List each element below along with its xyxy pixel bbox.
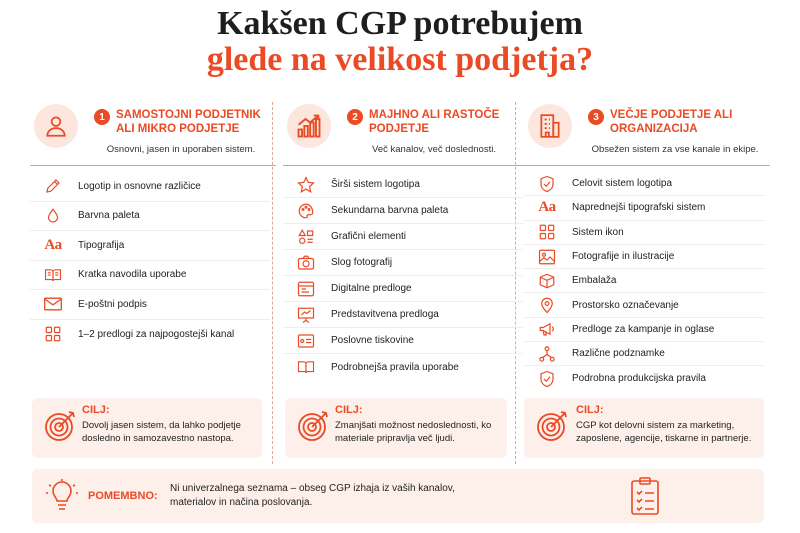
- goal-label: CILJ:: [82, 404, 110, 416]
- list-item: [30, 202, 270, 232]
- item-label: Fotografije in ilustracije: [572, 251, 675, 263]
- box-icon: [536, 270, 558, 292]
- list-item: [30, 231, 270, 261]
- column-subtitle: Obsežen sistem za vse kanale in ekipe.: [591, 144, 759, 155]
- list-item: [283, 250, 523, 276]
- list-item: [524, 269, 764, 293]
- note-label: POMEMBNO:: [88, 490, 158, 502]
- column-small-business: [283, 100, 523, 380]
- column-large-organization: [524, 100, 764, 391]
- column-header: [524, 100, 764, 166]
- goal-box: [32, 398, 262, 458]
- pencil-icon: [42, 175, 64, 197]
- growth-chart-icon: [287, 104, 331, 148]
- item-label: Slog fotografij: [331, 257, 393, 268]
- card-icon: [295, 330, 317, 352]
- item-label: Sistem ikon: [572, 226, 624, 238]
- megaphone-icon: [536, 318, 558, 340]
- target-icon: [295, 408, 331, 444]
- shield-check-icon: [536, 368, 558, 390]
- column-title: SAMOSTOJNI PODJETNIK ALI MIKRO PODJETJE: [116, 109, 261, 135]
- list-item: [524, 366, 764, 390]
- list-item: [283, 354, 523, 380]
- item-list: [524, 172, 764, 391]
- item-label: E-poštni podpis: [78, 298, 147, 310]
- lightbulb-icon: [44, 478, 80, 514]
- item-label: Tipografija: [78, 239, 125, 251]
- list-item: [283, 172, 523, 198]
- item-list: [283, 172, 523, 380]
- item-list: [30, 172, 270, 349]
- column-divider: [272, 102, 273, 464]
- list-item: [524, 172, 764, 196]
- column-micro-business: [30, 100, 270, 349]
- building-icon: [528, 104, 572, 148]
- target-icon: [42, 408, 78, 444]
- list-item: [283, 328, 523, 354]
- item-label: Grafični elementi: [331, 231, 407, 242]
- important-note: [32, 469, 764, 523]
- list-item: [30, 290, 270, 320]
- typography-icon: Aa: [538, 199, 556, 216]
- item-label: Logotip in osnovne različice: [78, 180, 201, 192]
- list-item: [524, 221, 764, 245]
- palette-icon: [295, 200, 317, 222]
- goal-text: Zmanjšati možnost nedoslednosti, ko materiale pripravlja več ljudi.: [335, 420, 492, 444]
- item-label: 1–2 predlogi za najpogostejši kanal: [78, 328, 235, 340]
- title-line-2: glede na velikost podjetja?: [206, 41, 594, 78]
- header-divider: [283, 165, 529, 166]
- goal-box: [285, 398, 507, 458]
- item-label: Kratka navodila uporabe: [78, 269, 187, 281]
- book-icon: [42, 264, 64, 286]
- browser-icon: [295, 278, 317, 300]
- list-item: [283, 198, 523, 224]
- checklist-icon: [630, 476, 660, 516]
- user-icon: [34, 104, 78, 148]
- header-divider: [30, 165, 276, 166]
- list-item: [283, 224, 523, 250]
- presentation-icon: [295, 304, 317, 326]
- header-divider: [524, 165, 770, 166]
- list-item: [524, 318, 764, 342]
- item-label: Podrobna produkcijska pravila: [572, 373, 706, 385]
- note-text: Ni univerzalnega seznama – obseg CGP izhaja iz vaših kanalov, materialov in načina poslovanja.: [170, 483, 455, 508]
- location-pin-icon: [536, 294, 558, 316]
- step-number: 3: [588, 109, 604, 125]
- item-label: Predloge za kampanje in oglase: [572, 323, 715, 335]
- list-item: [283, 302, 523, 328]
- list-item: [30, 172, 270, 202]
- item-label: Celovit sistem logotipa: [572, 178, 673, 190]
- list-item: [524, 293, 764, 317]
- goal-box: [524, 398, 764, 458]
- step-number: 2: [347, 109, 363, 125]
- item-label: Barvna paleta: [78, 210, 140, 222]
- grid-icon: [536, 221, 558, 243]
- star-icon: [295, 174, 317, 196]
- typography-icon: Aa: [44, 236, 62, 253]
- item-label: Podrobnejša pravila uporabe: [331, 361, 459, 373]
- title-line-1: Kakšen CGP potrebujem: [217, 5, 583, 42]
- column-header: [283, 100, 523, 166]
- image-icon: [536, 246, 558, 268]
- column-title: VEČJE PODJETJE ALI ORGANIZACIJA: [610, 109, 733, 135]
- list-item: [283, 276, 523, 302]
- column-subtitle: Več kanalov, več doslednosti.: [372, 144, 496, 155]
- page-title: [0, 4, 800, 80]
- list-item: [30, 320, 270, 350]
- goal-label: CILJ:: [335, 404, 363, 416]
- list-item: [524, 245, 764, 269]
- mail-icon: [42, 293, 64, 315]
- item-label: Širši sistem logotipa: [331, 179, 420, 190]
- item-label: Sekundarna barvna paleta: [331, 205, 449, 216]
- column-subtitle: Osnovni, jasen in uporaben sistem.: [106, 144, 256, 155]
- item-label: Embalaža: [572, 275, 617, 287]
- drop-icon: [42, 205, 64, 227]
- list-item: [30, 261, 270, 291]
- list-item: [524, 196, 764, 220]
- shield-check-icon: [536, 173, 558, 195]
- grid-icon: [42, 323, 64, 345]
- target-icon: [534, 408, 570, 444]
- step-number: 1: [94, 109, 110, 125]
- book-icon: [295, 356, 317, 378]
- camera-icon: [295, 252, 317, 274]
- list-item: [524, 342, 764, 366]
- goal-text: Dovolj jasen sistem, da lahko podjetje dosledno in samozavestno nastopa.: [82, 420, 241, 444]
- item-label: Naprednejši tipografski sistem: [572, 202, 706, 214]
- item-label: Predstavitvena predloga: [331, 309, 439, 320]
- network-icon: [536, 343, 558, 365]
- goal-text: CGP kot delovni sistem za marketing, zaposlene, agencije, tiskarne in partnerje.: [576, 420, 752, 444]
- column-header: [30, 100, 270, 166]
- shapes-icon: [295, 226, 317, 248]
- column-title: MAJHNO ALI RASTOČE PODJETJE: [369, 109, 500, 135]
- goal-label: CILJ:: [576, 404, 604, 416]
- item-label: Različne podznamke: [572, 348, 665, 360]
- item-label: Poslovne tiskovine: [331, 335, 414, 346]
- item-label: Digitalne predloge: [331, 283, 412, 294]
- item-label: Prostorsko označevanje: [572, 299, 679, 311]
